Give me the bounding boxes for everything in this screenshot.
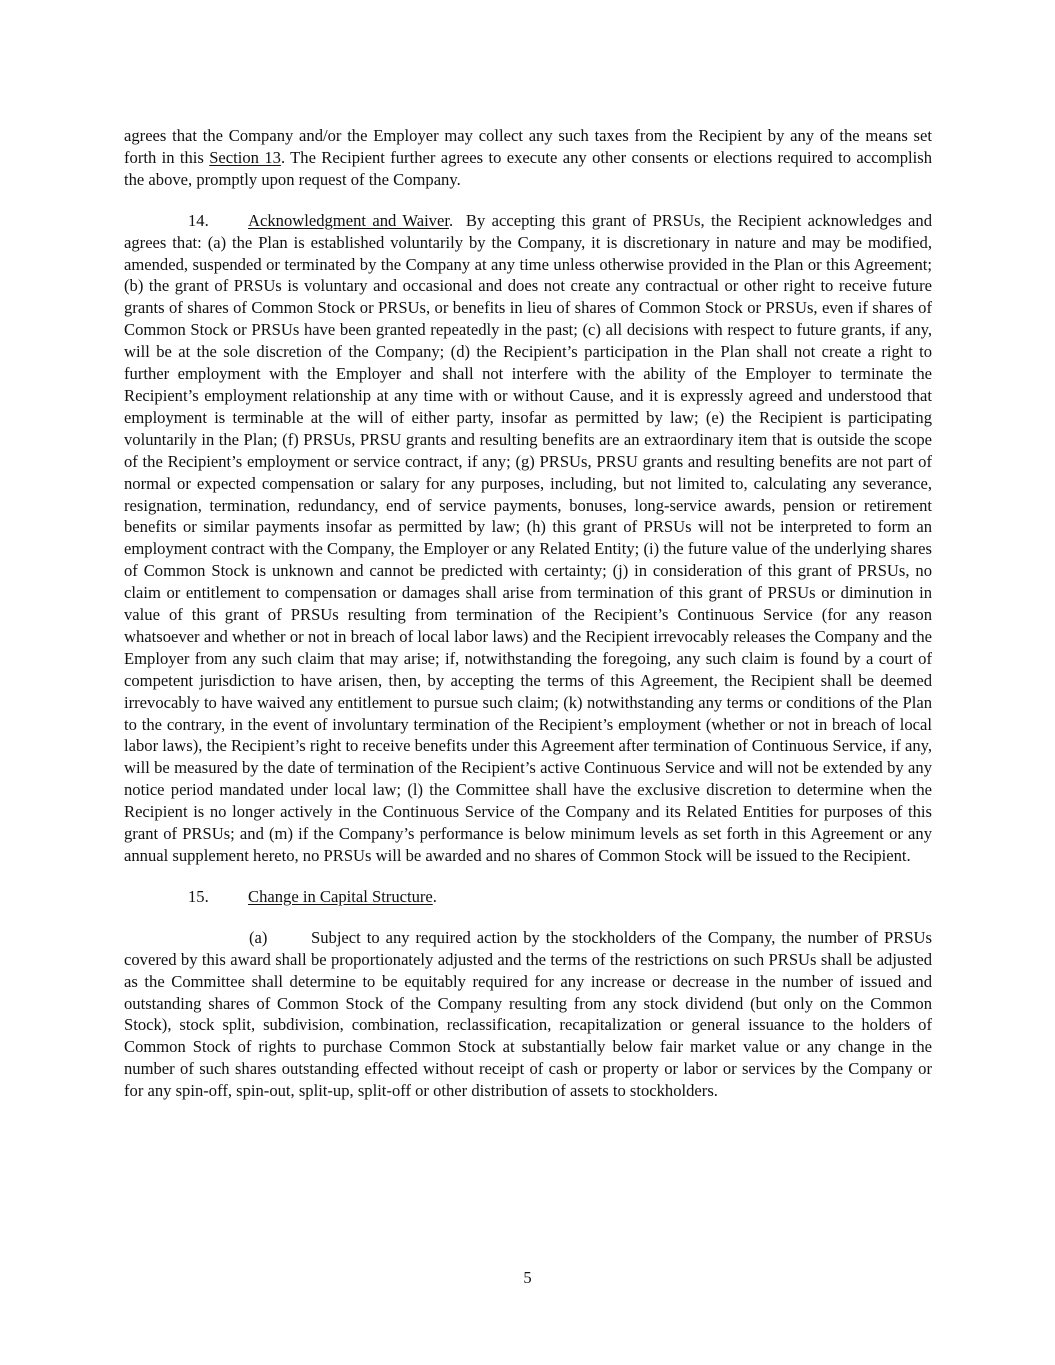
section-14-number: 14.	[188, 210, 209, 230]
section-13-reference: Section 13	[209, 147, 281, 167]
section-15a-paragraph	[124, 927, 932, 1102]
continuation-paragraph	[124, 125, 932, 191]
continuation-text-after: . The Recipient further agrees to execute any other consents or elections required to accomplish the above, promptly upon request of the Company.	[124, 147, 932, 189]
section-15a-label: (a)	[249, 927, 268, 947]
section-15-heading-punct: .	[432, 886, 437, 906]
page-number: 5	[523, 1268, 532, 1287]
continuation-text-before: agrees that the Company and/or the Employer may collect any such taxes from the Recipient by any of the means set forth in this	[124, 126, 932, 167]
section-15a-body: Subject to any required action by the stockholders of the Company, the number of PRSUs covered by this award shall be proportionately adjusted and the terms of the restrictions on such PRSUs shall be adjusted as the Committee shall determine to be equitably required for any increase or decrease in the number of issued and outstanding shares of Common Stock of the Company resulting from any stock dividend (but only on the Common Stock), stock split, subdivision, combination, reclassification, recapitalization or general issuance to the holders of Common Stock of rights to purchase Common Stock at substantially below fair market value or any change in the number of such shares outstanding effected without receipt of cash or property or labor or services by the Company or for any spin-off, spin-out, split-up, split-off or other distribution of assets to stockholders.	[124, 927, 932, 1101]
section-14-heading-punct: .	[448, 210, 454, 230]
section-15-heading-line	[124, 886, 932, 908]
section-14-body: By accepting this grant of PRSUs, the Recipient acknowledges and agrees that: (a) the Plan is established voluntarily by the Company, it is discretionary in nature and may be modified, amended, suspended or terminated by the Company at any time unless otherwise provided in the Plan or this Agreement; (b) the grant of PRSUs is voluntary and occasional and does not create any contractual or other right to receive future grants of shares of Common Stock or PRSUs, or benefits in lieu of shares of Common Stock or PRSUs, even if shares of Common Stock or PRSUs have been granted repeatedly in the past; (c) all decisions with respect to future grants, if any, will be at the sole discretion of the Company; (d) the Recipient’s participation in the Plan shall not create a right to further employment with the Employer and shall not interfere with the ability of the Employer to terminate the Recipient’s employment relationship at any time with or without Cause, and it is expressly agreed and understood that employment is terminable at the will of either party, insofar as permitted by law; (e) the Recipient is participating voluntarily in the Plan; (f) PRSUs, PRSU grants and resulting benefits are an extraordinary item that is outside the scope of the Recipient’s employment or service contract, if any; (g) PRSUs, PRSU grants and resulting benefits are not part of normal or expected compensation or salary for any purposes, including, but not limited to, calculating any severance, resignation, termination, redundancy, end of service payments, bonuses, long-service awards, pension or retirement benefits or similar payments insofar as permitted by law; (h) this grant of PRSUs will not be interpreted to form an employment contract with the Company, the Employer or any Related Entity; (i) the future value of the underlying shares of Common Stock is unknown and cannot be predicted with certainty; (j) in consideration of this grant of PRSUs, no claim or entitlement to compensation or damages shall arise from termination of this grant of PRSUs or diminution in value of this grant of PRSUs resulting from termination of the Recipient’s Continuous Service (for any reason whatsoever and whether or not in breach of local labor laws) and the Recipient irrevocably releases the Company and the Employer from any such claim that may arise; if, notwithstanding the foregoing, any such claim is found by a court of competent jurisdiction to have arisen, then, by accepting the terms of this Agreement, the Recipient shall be deemed irrevocably to have waived any entitlement to pursue such claim; (k) notwithstanding any terms or conditions of the Plan to the contrary, in the event of involuntary termination of the Recipient’s employment (whether or not in breach of local labor laws), the Recipient’s right to receive benefits under this Agreement after termination of Continuous Service, if any, will be measured by the date of termination of the Recipient’s active Continuous Service and will not be extended by any notice period mandated under local law; (l) the Committee shall have the exclusive discretion to determine when the Recipient is no longer actively in the Continuous Service of the Company and its Related Entities for purposes of this grant of PRSUs; and (m) if the Company’s performance is below minimum levels as set forth in this Agreement or any annual supplement hereto, no PRSUs will be awarded and no shares of Common Stock will be issued to the Recipient.	[124, 210, 932, 865]
section-15-number: 15.	[188, 886, 209, 906]
section-14-paragraph	[124, 210, 932, 867]
section-15-heading: Change in Capital Structure	[248, 886, 433, 906]
document-page	[124, 125, 932, 1102]
section-14-heading: Acknowledgment and Waiver	[248, 210, 449, 230]
